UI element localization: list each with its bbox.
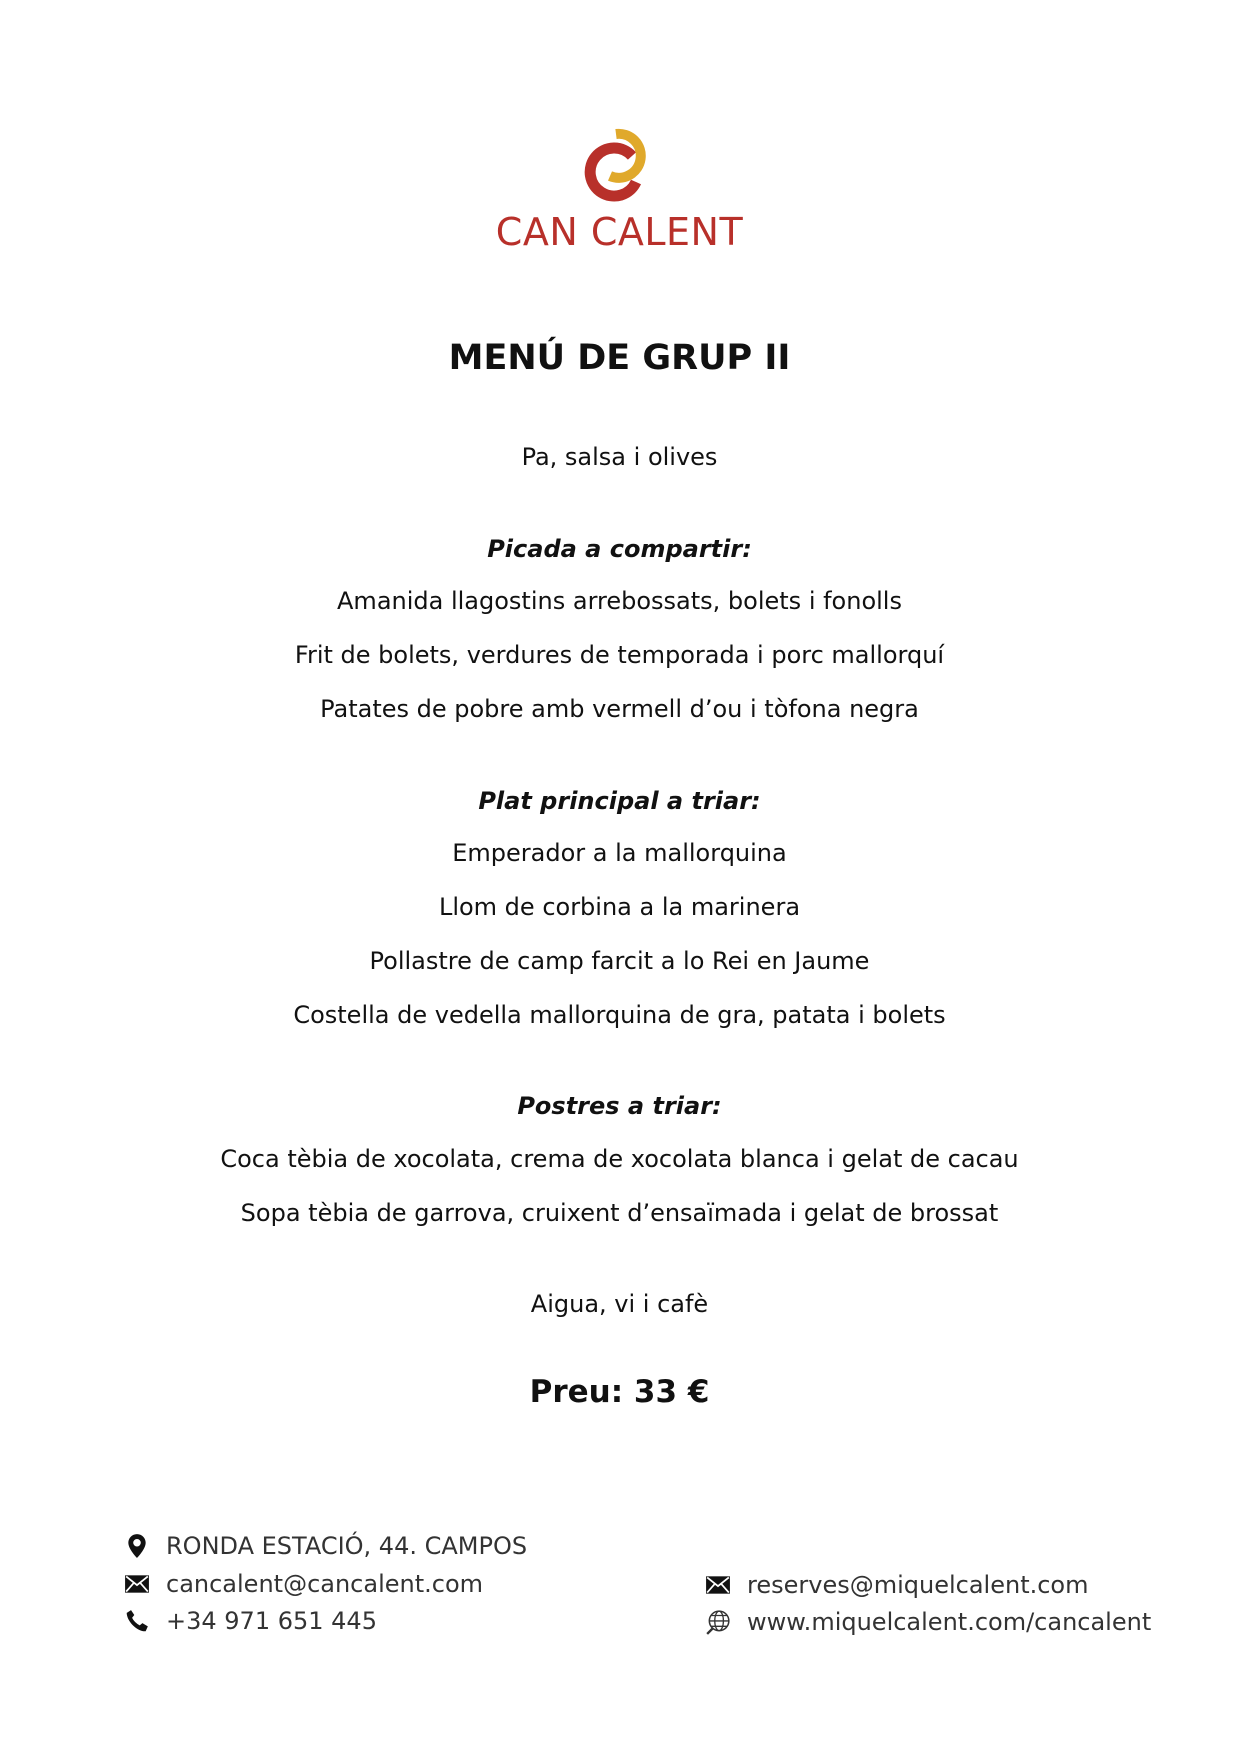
main-course-item: Pollastre de camp farcit a lo Rei en Jaume — [369, 947, 870, 975]
address-text: RONDA ESTACIÓ, 44. CAMPOS — [166, 1532, 528, 1560]
brand-logo — [0, 124, 1239, 254]
phone-icon — [124, 1608, 150, 1634]
phone-link[interactable]: +34 971 651 445 — [166, 1607, 377, 1635]
price: Preu: 33 € — [529, 1374, 710, 1410]
phone-contact[interactable] — [124, 1607, 377, 1635]
drinks-line: Aigua, vi i cafè — [530, 1290, 709, 1318]
website-contact[interactable] — [705, 1608, 1151, 1636]
menu-title: MENÚ DE GRUP II — [448, 338, 791, 378]
sharing-item: Amanida llagostins arrebossats, bolets i fonolls — [337, 587, 902, 615]
main-course-item: Emperador a la mallorquina — [452, 839, 787, 867]
logo-mark-icon — [580, 124, 660, 208]
email-link[interactable]: cancalent@cancalent.com — [166, 1570, 484, 1598]
website-link[interactable]: www.miquelcalent.com/cancalent — [747, 1608, 1152, 1636]
section-title-sharing: Picada a compartir: — [487, 535, 752, 563]
main-course-item: Costella de vedella mallorquina de gra, patata i bolets — [293, 1001, 946, 1029]
envelope-icon — [124, 1571, 150, 1597]
envelope-icon — [705, 1572, 731, 1598]
dessert-item: Sopa tèbia de garrova, cruixent d’ensaïmada i gelat de brossat — [240, 1199, 999, 1227]
sharing-item: Frit de bolets, verdures de temporada i porc mallorquí — [294, 641, 945, 669]
logo-text: CAN CALENT — [495, 210, 744, 254]
globe-icon — [705, 1609, 731, 1635]
section-title-main: Plat principal a triar: — [478, 787, 761, 815]
location-pin-icon — [124, 1533, 150, 1559]
section-title-desserts: Postres a triar: — [517, 1092, 722, 1120]
dessert-item: Coca tèbia de xocolata, crema de xocolata blanca i gelat de cacau — [220, 1145, 1019, 1173]
sharing-item: Patates de pobre amb vermell d’ou i tòfona negra — [320, 695, 919, 723]
reservations-contact[interactable] — [705, 1571, 1088, 1599]
main-course-item: Llom de corbina a la marinera — [438, 893, 801, 921]
reservations-email-link[interactable]: reserves@miquelcalent.com — [747, 1571, 1089, 1599]
starter-item: Pa, salsa i olives — [521, 443, 718, 471]
email-contact[interactable] — [124, 1570, 483, 1598]
address — [124, 1532, 527, 1560]
